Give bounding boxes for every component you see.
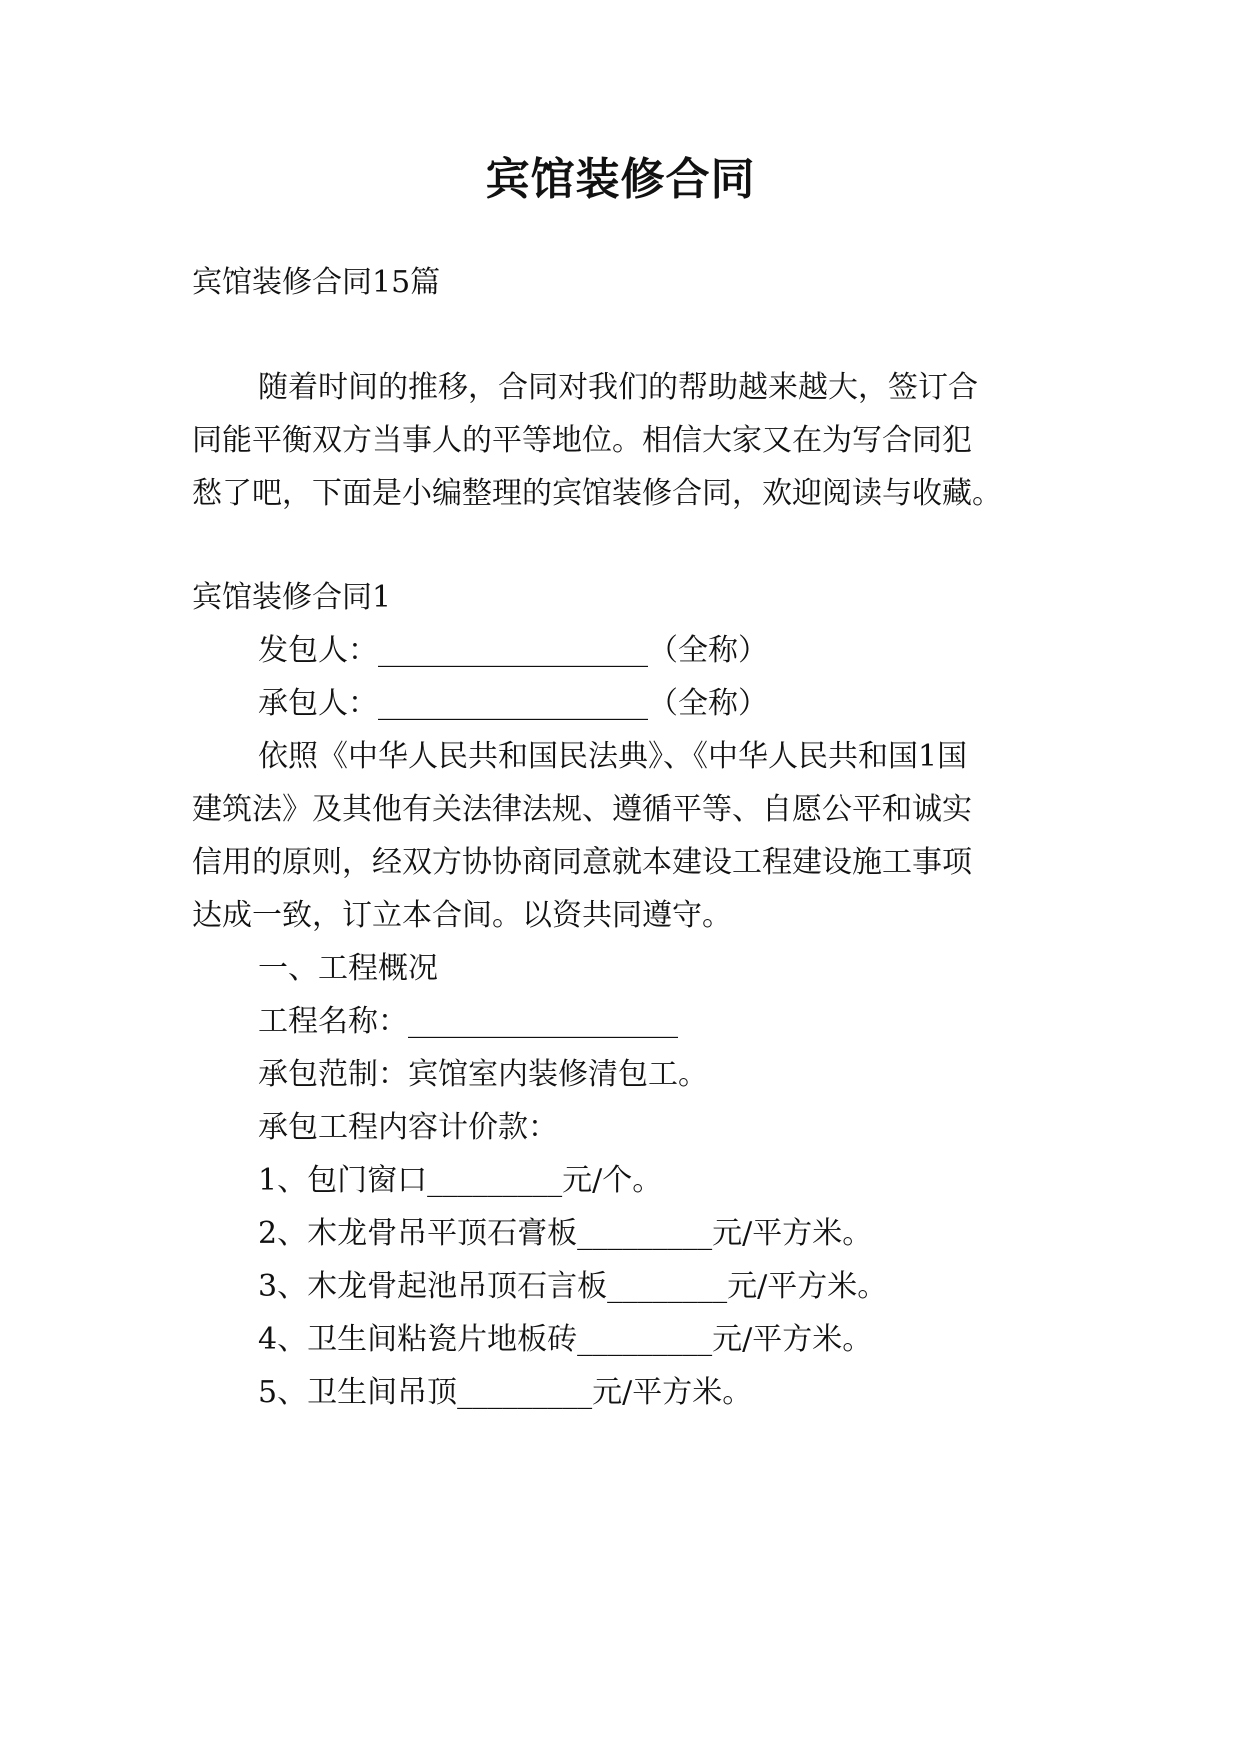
party-a-line: 发包人：__________________（全称） bbox=[258, 633, 768, 668]
party-b-line: 承包人：__________________（全称） bbox=[258, 686, 768, 721]
pricing-item: 4、卫生间粘瓷片地板砖_________元/平方米。 bbox=[258, 1322, 873, 1357]
clause-heading: 一、工程概况 bbox=[258, 951, 438, 986]
pricing-item: 3、木龙骨起池吊顶石言板________元/平方米。 bbox=[258, 1269, 888, 1304]
intro-line: 随着时间的推移，合同对我们的帮助越来越大，签订合 bbox=[258, 370, 978, 405]
pricing-item: 2、木龙骨吊平顶石膏板_________元/平方米。 bbox=[258, 1216, 873, 1251]
basis-line: 建筑法》及其他有关法律法规、遵循平等、自愿公平和诚实 bbox=[192, 792, 972, 827]
contract-scope-line: 承包范制：宾馆室内装修清包工。 bbox=[258, 1057, 708, 1092]
pricing-item: 1、包门窗口_________元/个。 bbox=[258, 1163, 663, 1198]
section-heading: 宾馆装修合同1 bbox=[192, 580, 392, 615]
document-title: 宾馆装修合同 bbox=[485, 154, 756, 205]
document-subtitle: 宾馆装修合同15篇 bbox=[192, 265, 441, 300]
basis-line: 信用的原则，经双方协协商同意就本建设工程建设施工事项 bbox=[192, 845, 972, 880]
basis-line: 依照《中华人民共和国民法典》、《中华人民共和国1国 bbox=[258, 739, 968, 774]
intro-line: 愁了吧，下面是小编整理的宾馆装修合同，欢迎阅读与收藏。 bbox=[192, 476, 1002, 511]
project-name-line: 工程名称：__________________ bbox=[258, 1004, 678, 1039]
pricing-heading: 承包工程内容计价款： bbox=[258, 1110, 558, 1145]
basis-line: 达成一致，订立本合间。以资共同遵守。 bbox=[192, 898, 732, 933]
intro-line: 同能平衡双方当事人的平等地位。相信大家又在为写合同犯 bbox=[192, 423, 972, 458]
pricing-item: 5、卫生间吊顶_________元/平方米。 bbox=[258, 1375, 753, 1410]
